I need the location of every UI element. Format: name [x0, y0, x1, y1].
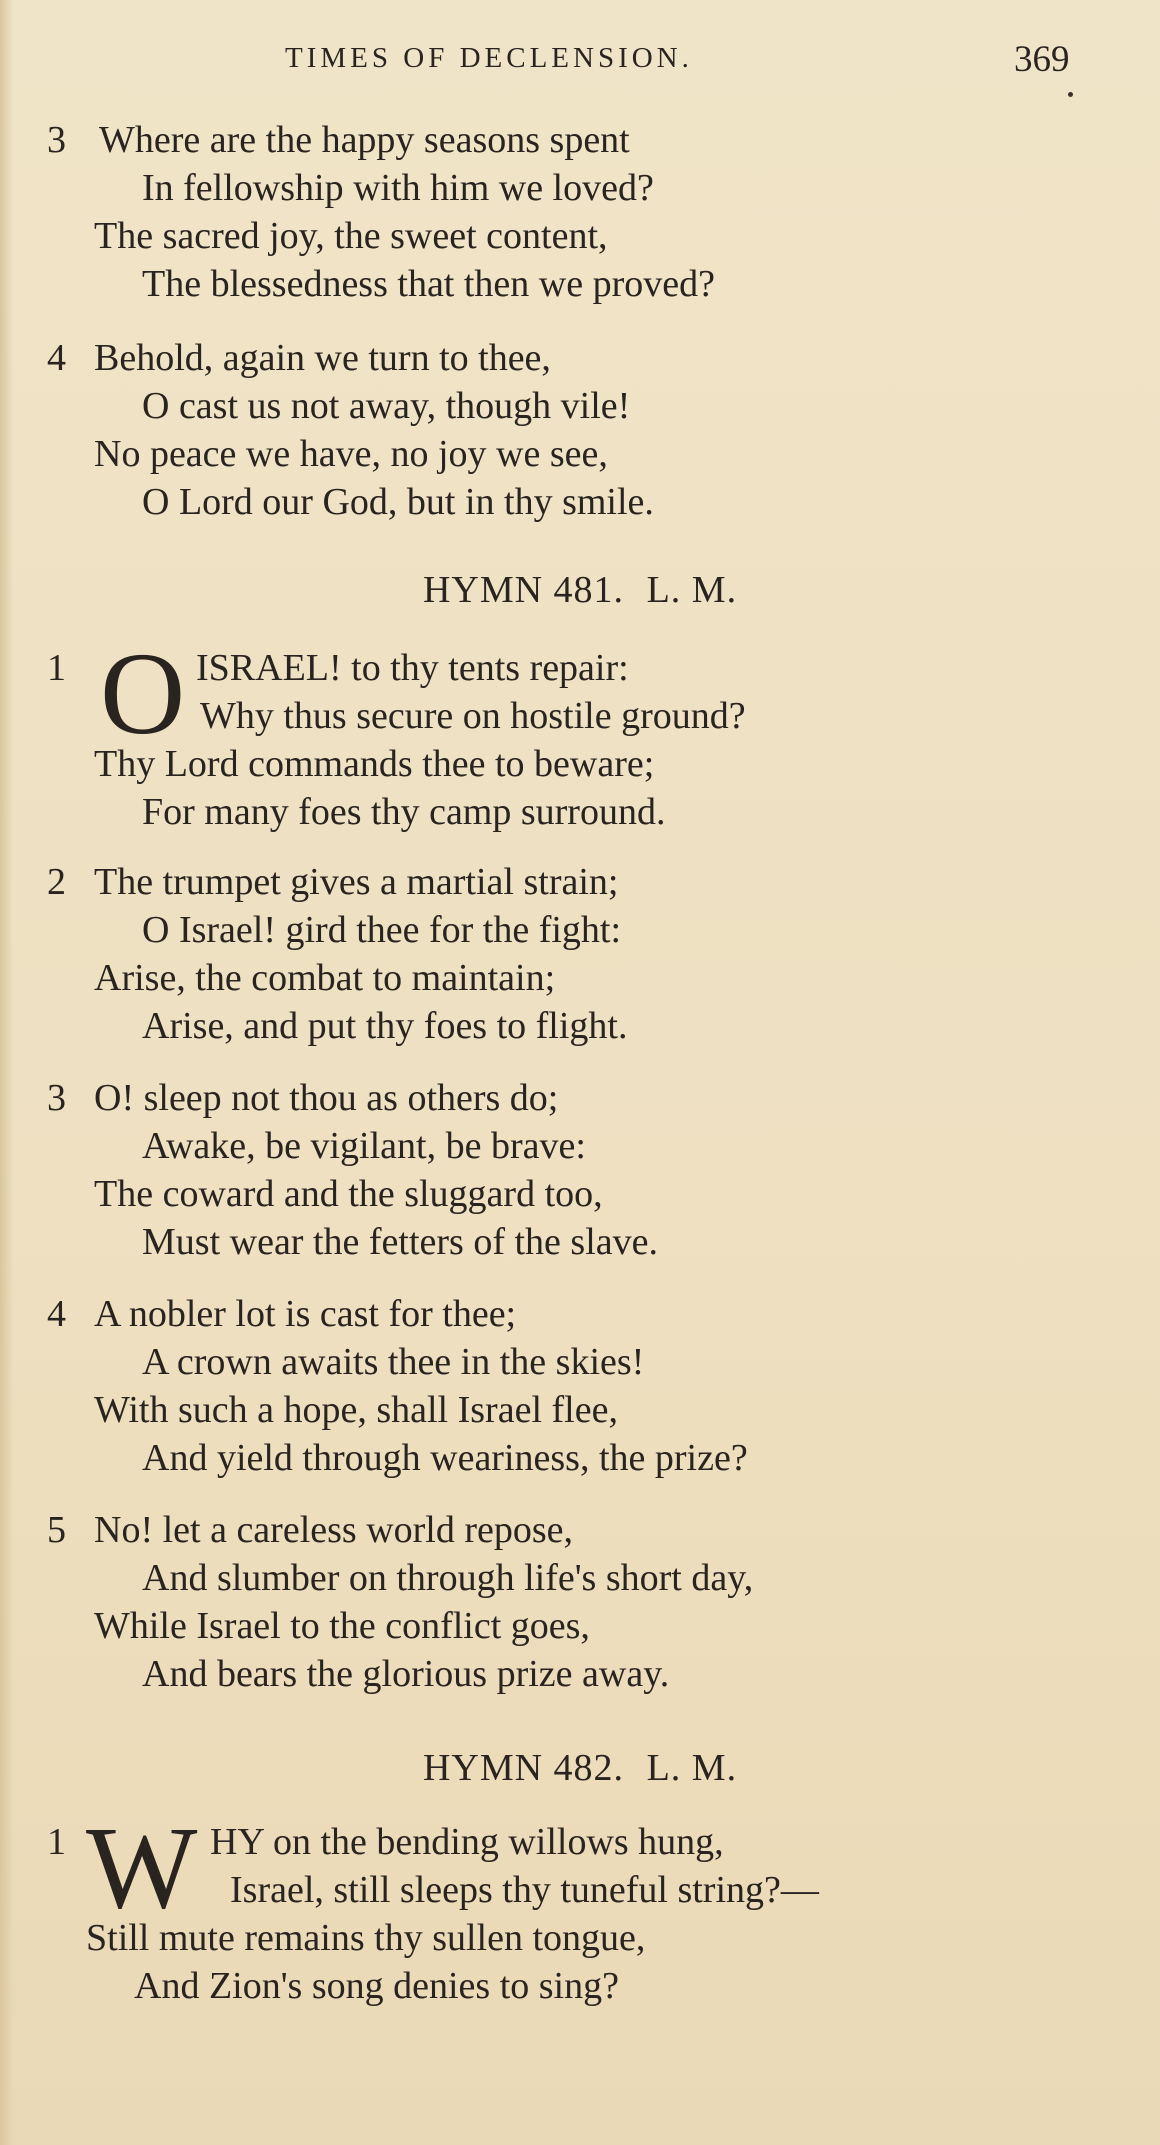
hymn-481-heading: [0, 568, 1160, 612]
stanza-line: And slumber on through life's short day,: [142, 1557, 754, 1599]
stanza-number: 1: [47, 647, 66, 689]
stanza-line: Behold, again we turn to thee,: [94, 337, 551, 379]
stanza-line: The coward and the sluggard too,: [94, 1173, 603, 1215]
stanza-line: The trumpet gives a martial strain;: [94, 861, 619, 903]
stanza-line: Israel, still sleeps thy tuneful string?—: [230, 1869, 819, 1911]
drop-cap: O: [100, 628, 186, 759]
stanza-line: Arise, and put thy foes to flight.: [142, 1005, 628, 1047]
stanza-line: No peace we have, no joy we see,: [94, 433, 608, 475]
stanza-line: Why thus secure on hostile ground?: [200, 695, 746, 737]
stanza-line: Arise, the combat to maintain;: [94, 957, 556, 999]
stanza-line: For many foes thy camp surround.: [142, 791, 666, 833]
hymn-meter: L. M.: [646, 569, 738, 611]
stanza-line: Where are the happy seasons spent: [99, 119, 630, 161]
stanza-number: 3: [47, 1077, 66, 1119]
running-head: [0, 38, 1160, 78]
stanza-line: And yield through weariness, the prize?: [142, 1437, 748, 1479]
drop-cap: W: [86, 1802, 198, 1933]
stanza-number: 1: [47, 1821, 66, 1863]
stanza-line: With such a hope, shall Israel flee,: [94, 1389, 618, 1431]
stanza-line: No! let a careless world repose,: [94, 1509, 574, 1551]
stanza-number: 4: [47, 337, 66, 379]
stanza-number: 2: [47, 861, 66, 903]
stanza-line: In fellowship with him we loved?: [142, 167, 654, 209]
hymn-title: HYMN 482.: [422, 1747, 625, 1789]
stanza-number: 4: [47, 1293, 66, 1335]
print-mark: [1068, 92, 1073, 97]
stanza-line: Awake, be vigilant, be brave:: [142, 1125, 586, 1167]
stanza-line: O Lord our God, but in thy smile.: [142, 481, 654, 523]
stanza-line: A nobler lot is cast for thee;: [94, 1293, 517, 1335]
page-edge-shadow: [0, 0, 14, 2145]
stanza-line: While Israel to the conflict goes,: [94, 1605, 590, 1647]
hymn-title: HYMN 481.: [422, 569, 625, 611]
hymn-meter: L. M.: [646, 1747, 738, 1789]
stanza-line: And bears the glorious prize away.: [142, 1653, 670, 1695]
running-title: TIMES OF DECLENSION.: [285, 42, 693, 74]
stanza-line: O! sleep not thou as others do;: [94, 1077, 559, 1119]
stanza-line: A crown awaits thee in the skies!: [142, 1341, 645, 1383]
stanza-line: O cast us not away, though vile!: [142, 385, 631, 427]
hymn-482-heading: [0, 1746, 1160, 1790]
stanza-line: ISRAEL! to thy tents repair:: [196, 647, 629, 689]
stanza-line: And Zion's song denies to sing?: [134, 1965, 619, 2007]
stanza-line: Must wear the fetters of the slave.: [142, 1221, 658, 1263]
stanza-line: O Israel! gird thee for the fight:: [142, 909, 622, 951]
stanza-line: Still mute remains thy sullen tongue,: [86, 1917, 646, 1959]
stanza-line: The blessedness that then we proved?: [142, 263, 715, 305]
stanza-line: HY on the bending willows hung,: [210, 1821, 724, 1863]
stanza-line: The sacred joy, the sweet content,: [94, 215, 608, 257]
page-number: 369: [1014, 39, 1070, 80]
stanza-line: Thy Lord commands thee to beware;: [94, 743, 655, 785]
stanza-number: 3: [47, 119, 66, 161]
stanza-number: 5: [47, 1509, 66, 1551]
